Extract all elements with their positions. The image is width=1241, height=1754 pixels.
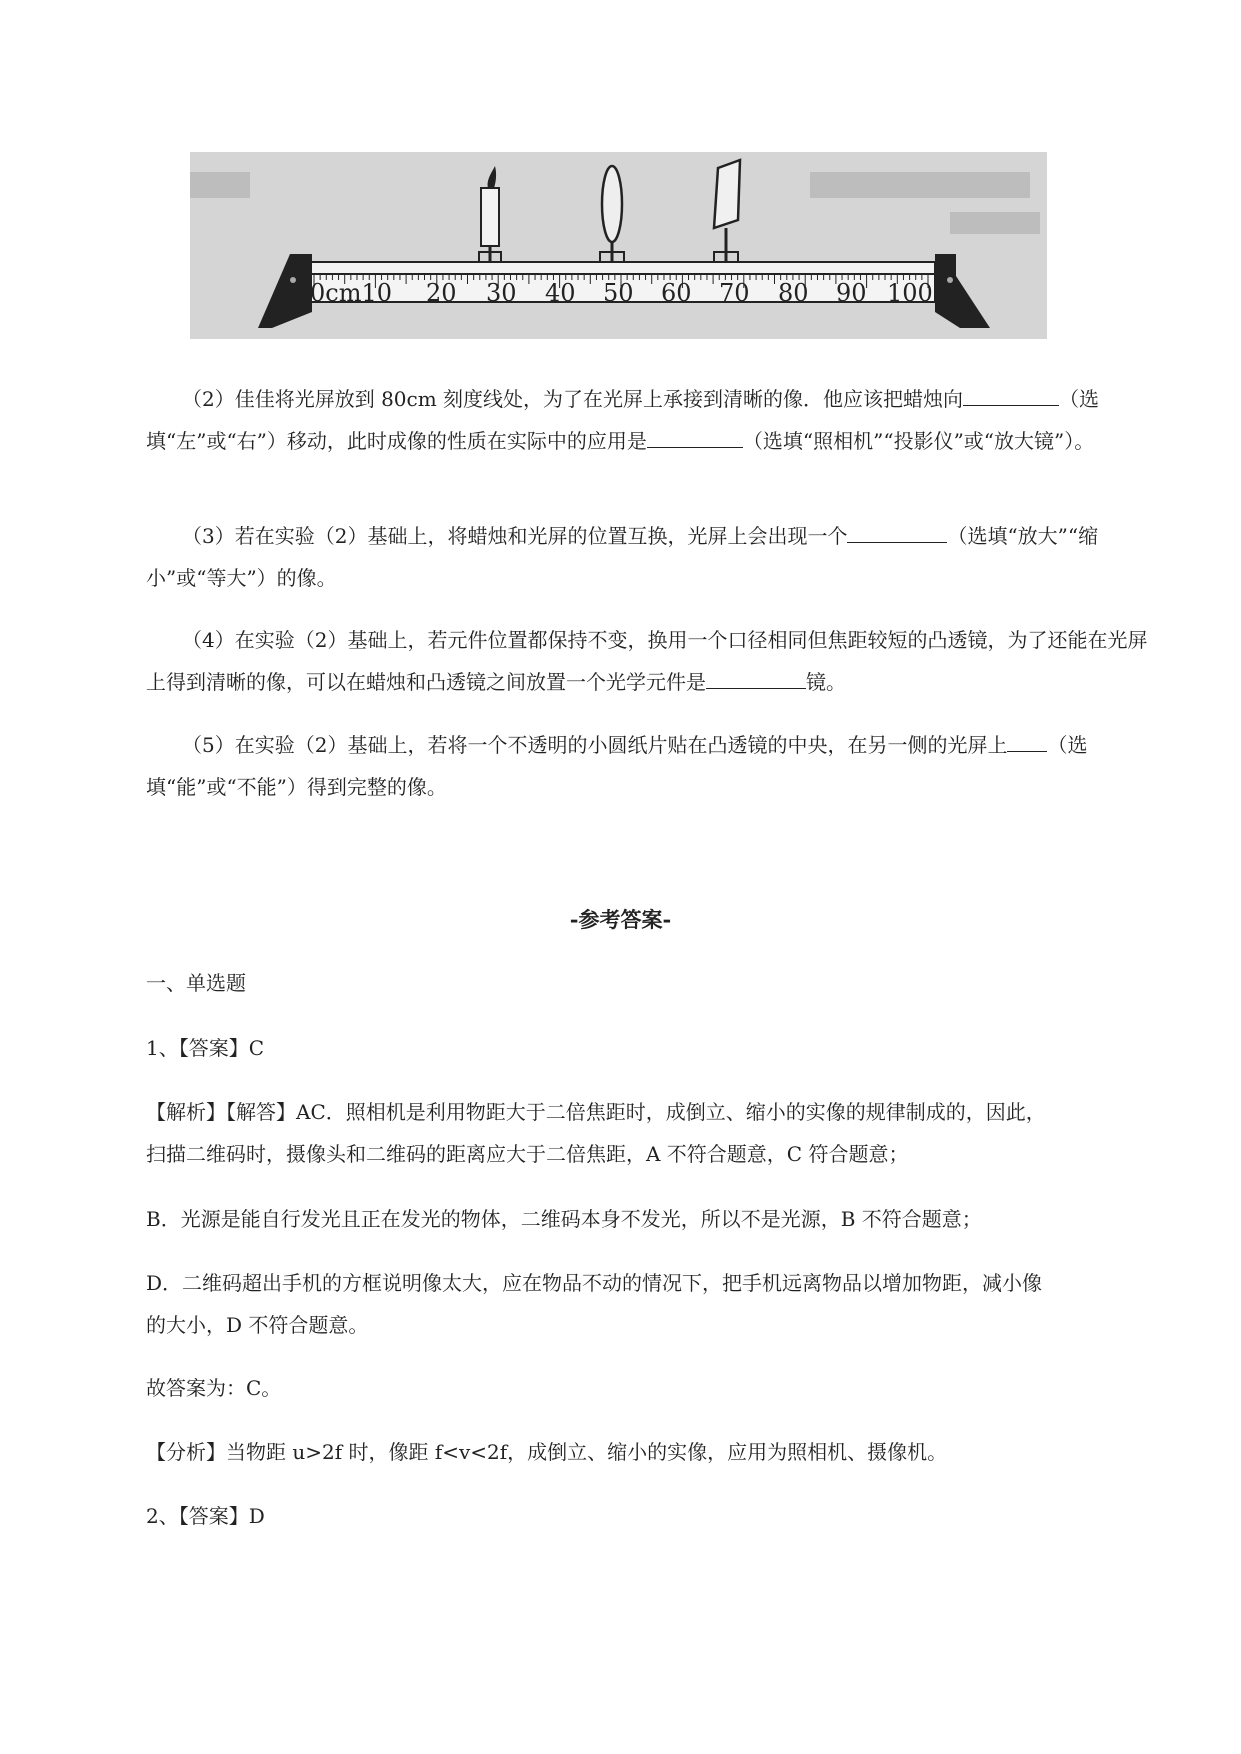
answer-1-analysis-line-2: 扫描二维码时，摄像头和二维码的距离应大于二倍焦距，A 不符合题意，C 符合题意；: [146, 1142, 909, 1166]
scale-label-50: 50: [603, 279, 634, 307]
scale-label-100: 100: [887, 279, 933, 307]
question-4-text-a: （4）在实验（2）基础上，若元件位置都保持不变，换用一个口径相同但焦距较短的凸透镜，为了还能在光屏上得到清晰的像，可以在蜡烛和凸透镜之间放置一个光学元件是: [146, 628, 1148, 694]
scale-label-70: 70: [719, 279, 750, 307]
scale-label-30: 30: [486, 279, 517, 307]
answer-blank: [1007, 731, 1047, 752]
section-heading: 一、单选题: [146, 971, 246, 995]
optical-bench-figure: [190, 152, 1047, 339]
answer-1-analysis-line-1: 【解析】【解答】AC．照相机是利用物距大于二倍焦距时，成倒立、缩小的实像的规律制成的，因此，: [146, 1100, 1046, 1124]
question-4: [146, 619, 1156, 703]
scale-label-0: 0cm10: [310, 279, 393, 307]
answer-1-label: 1、【答案】C: [146, 1036, 265, 1060]
answer-blank: [847, 522, 947, 543]
question-2-text-c: （选填“照相机”“投影仪”或“放大镜”）。: [742, 429, 1095, 453]
question-5-text-a: （5）在实验（2）基础上，若将一个不透明的小圆纸片贴在凸透镜的中央，在另一侧的光屏上: [182, 733, 1008, 757]
scale-label-60: 60: [661, 279, 692, 307]
answer-blank: [963, 385, 1059, 406]
answer-2-label: 2、【答案】D: [146, 1504, 265, 1528]
answer-blank: [706, 668, 806, 689]
answer-1-conclusion: 故答案为：C。: [146, 1376, 282, 1400]
answers-title: -参考答案-: [569, 907, 672, 932]
answer-1-option-d-line-1: D．二维码超出手机的方框说明像太大，应在物品不动的情况下，把手机远离物品以增加物距，减小像: [146, 1271, 1043, 1295]
answer-1-option-d-line-2: 的大小，D 不符合题意。: [146, 1313, 369, 1337]
question-2-text-b: （选填“左”或“右”）移动，此时成像的性质在实际中的应用是: [146, 387, 1100, 453]
question-3-text-b: （选填“放大”“缩小”或“等大”）的像。: [146, 524, 1099, 590]
answer-1-option-b: B．光源是能自行发光且正在发光的物体，二维码本身不发光，所以不是光源，B 不符合题意；: [146, 1207, 982, 1231]
answer-1-fenxi: 【分析】当物距 u>2f 时，像距 f<v<2f，成倒立、缩小的实像，应用为照相机、摄像机。: [146, 1440, 948, 1464]
answer-blank: [647, 427, 743, 448]
scale-label-20: 20: [426, 279, 457, 307]
scale-label-90: 90: [836, 279, 867, 307]
scale-label-40: 40: [545, 279, 576, 307]
question-5-text-b: （选填“能”或“不能”）得到完整的像。: [146, 733, 1088, 799]
question-5: [146, 724, 1156, 808]
question-3: [146, 515, 1156, 599]
question-3-text-a: （3）若在实验（2）基础上，将蜡烛和光屏的位置互换，光屏上会出现一个: [182, 524, 848, 548]
scale-label-80: 80: [778, 279, 809, 307]
question-2: [146, 378, 1156, 462]
optical-bench-image: [190, 152, 1047, 339]
question-4-text-b: 镜。: [806, 670, 846, 694]
question-2-text-a: （2）佳佳将光屏放到 80cm 刻度线处，为了在光屏上承接到清晰的像．他应该把蜡烛向: [182, 387, 964, 411]
